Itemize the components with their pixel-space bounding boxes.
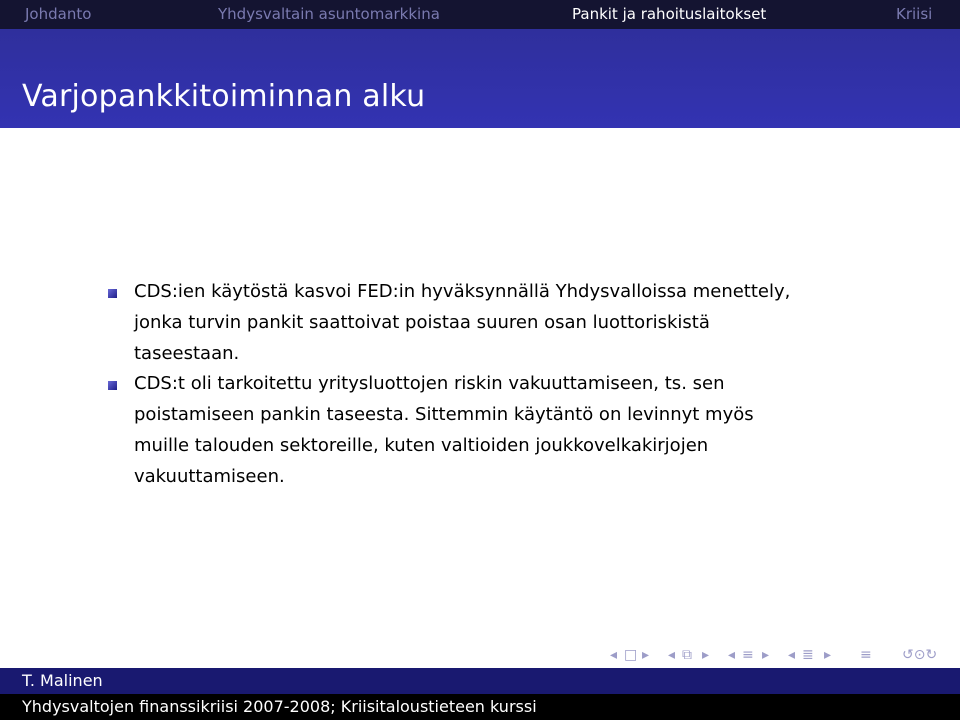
bullet-line: jonka turvin pankit saattoivat poistaa suuren osan luottoriskistä — [134, 312, 710, 333]
bullet-marker — [108, 289, 117, 298]
document-icon[interactable]: ≡ — [860, 647, 872, 663]
bullet-line: taseestaan. — [134, 343, 240, 364]
section-prev-icon[interactable]: ◂ — [728, 647, 736, 663]
footer-author-bar — [0, 668, 960, 694]
subsection-prev-icon[interactable]: ◂ — [668, 647, 676, 663]
frame-title: Varjopankkitoiminnan alku — [22, 79, 426, 114]
bullet-line: poistamiseen pankin taseesta. Sittemmin käytäntö on levinnyt myös — [134, 404, 754, 425]
frame-next-icon[interactable]: ▸ — [642, 647, 650, 663]
nav-item-kriisi[interactable]: Kriisi — [896, 5, 933, 23]
search-icon[interactable]: ↺⊙↻ — [902, 647, 938, 663]
part-icon[interactable]: ≣ — [802, 647, 814, 663]
part-next-icon[interactable]: ▸ — [824, 647, 832, 663]
footer-author: T. Malinen — [22, 671, 103, 690]
frame-title-bar — [0, 29, 960, 128]
bullet-line: vakuuttamiseen. — [134, 466, 285, 487]
footer-title-bar — [0, 694, 960, 720]
section-navigation-bar — [0, 0, 960, 29]
nav-item-johdanto[interactable]: Johdanto — [25, 5, 92, 23]
slide-content — [0, 128, 960, 668]
frame-prev-icon[interactable]: ◂ — [610, 647, 618, 663]
frame-icon[interactable]: □ — [624, 647, 638, 663]
beamer-navigation-symbols — [598, 640, 960, 670]
bullet-text — [134, 276, 934, 369]
subsection-icon[interactable]: ⧉ — [682, 647, 692, 663]
bullet-line: CDS:ien käytöstä kasvoi FED:in hyväksynnällä Yhdysvalloissa menettely, — [134, 281, 791, 302]
subsection-next-icon[interactable]: ▸ — [702, 647, 710, 663]
bullet-marker — [108, 381, 117, 390]
nav-item-asuntomarkkina[interactable]: Yhdysvaltain asuntomarkkina — [218, 5, 440, 23]
bullet-line: muille talouden sektoreille, kuten valtioiden joukkovelkakirjojen — [134, 435, 709, 456]
bullet-text — [134, 368, 934, 492]
part-prev-icon[interactable]: ◂ — [788, 647, 796, 663]
section-icon[interactable]: ≡ — [742, 647, 754, 663]
section-next-icon[interactable]: ▸ — [762, 647, 770, 663]
footer-title: Yhdysvaltojen finanssikriisi 2007-2008; Kriisitaloustieteen kurssi — [22, 697, 537, 716]
nav-item-pankit[interactable]: Pankit ja rahoituslaitokset — [572, 5, 767, 23]
bullet-line: CDS:t oli tarkoitettu yritysluottojen riskin vakuuttamiseen, ts. sen — [134, 373, 725, 394]
